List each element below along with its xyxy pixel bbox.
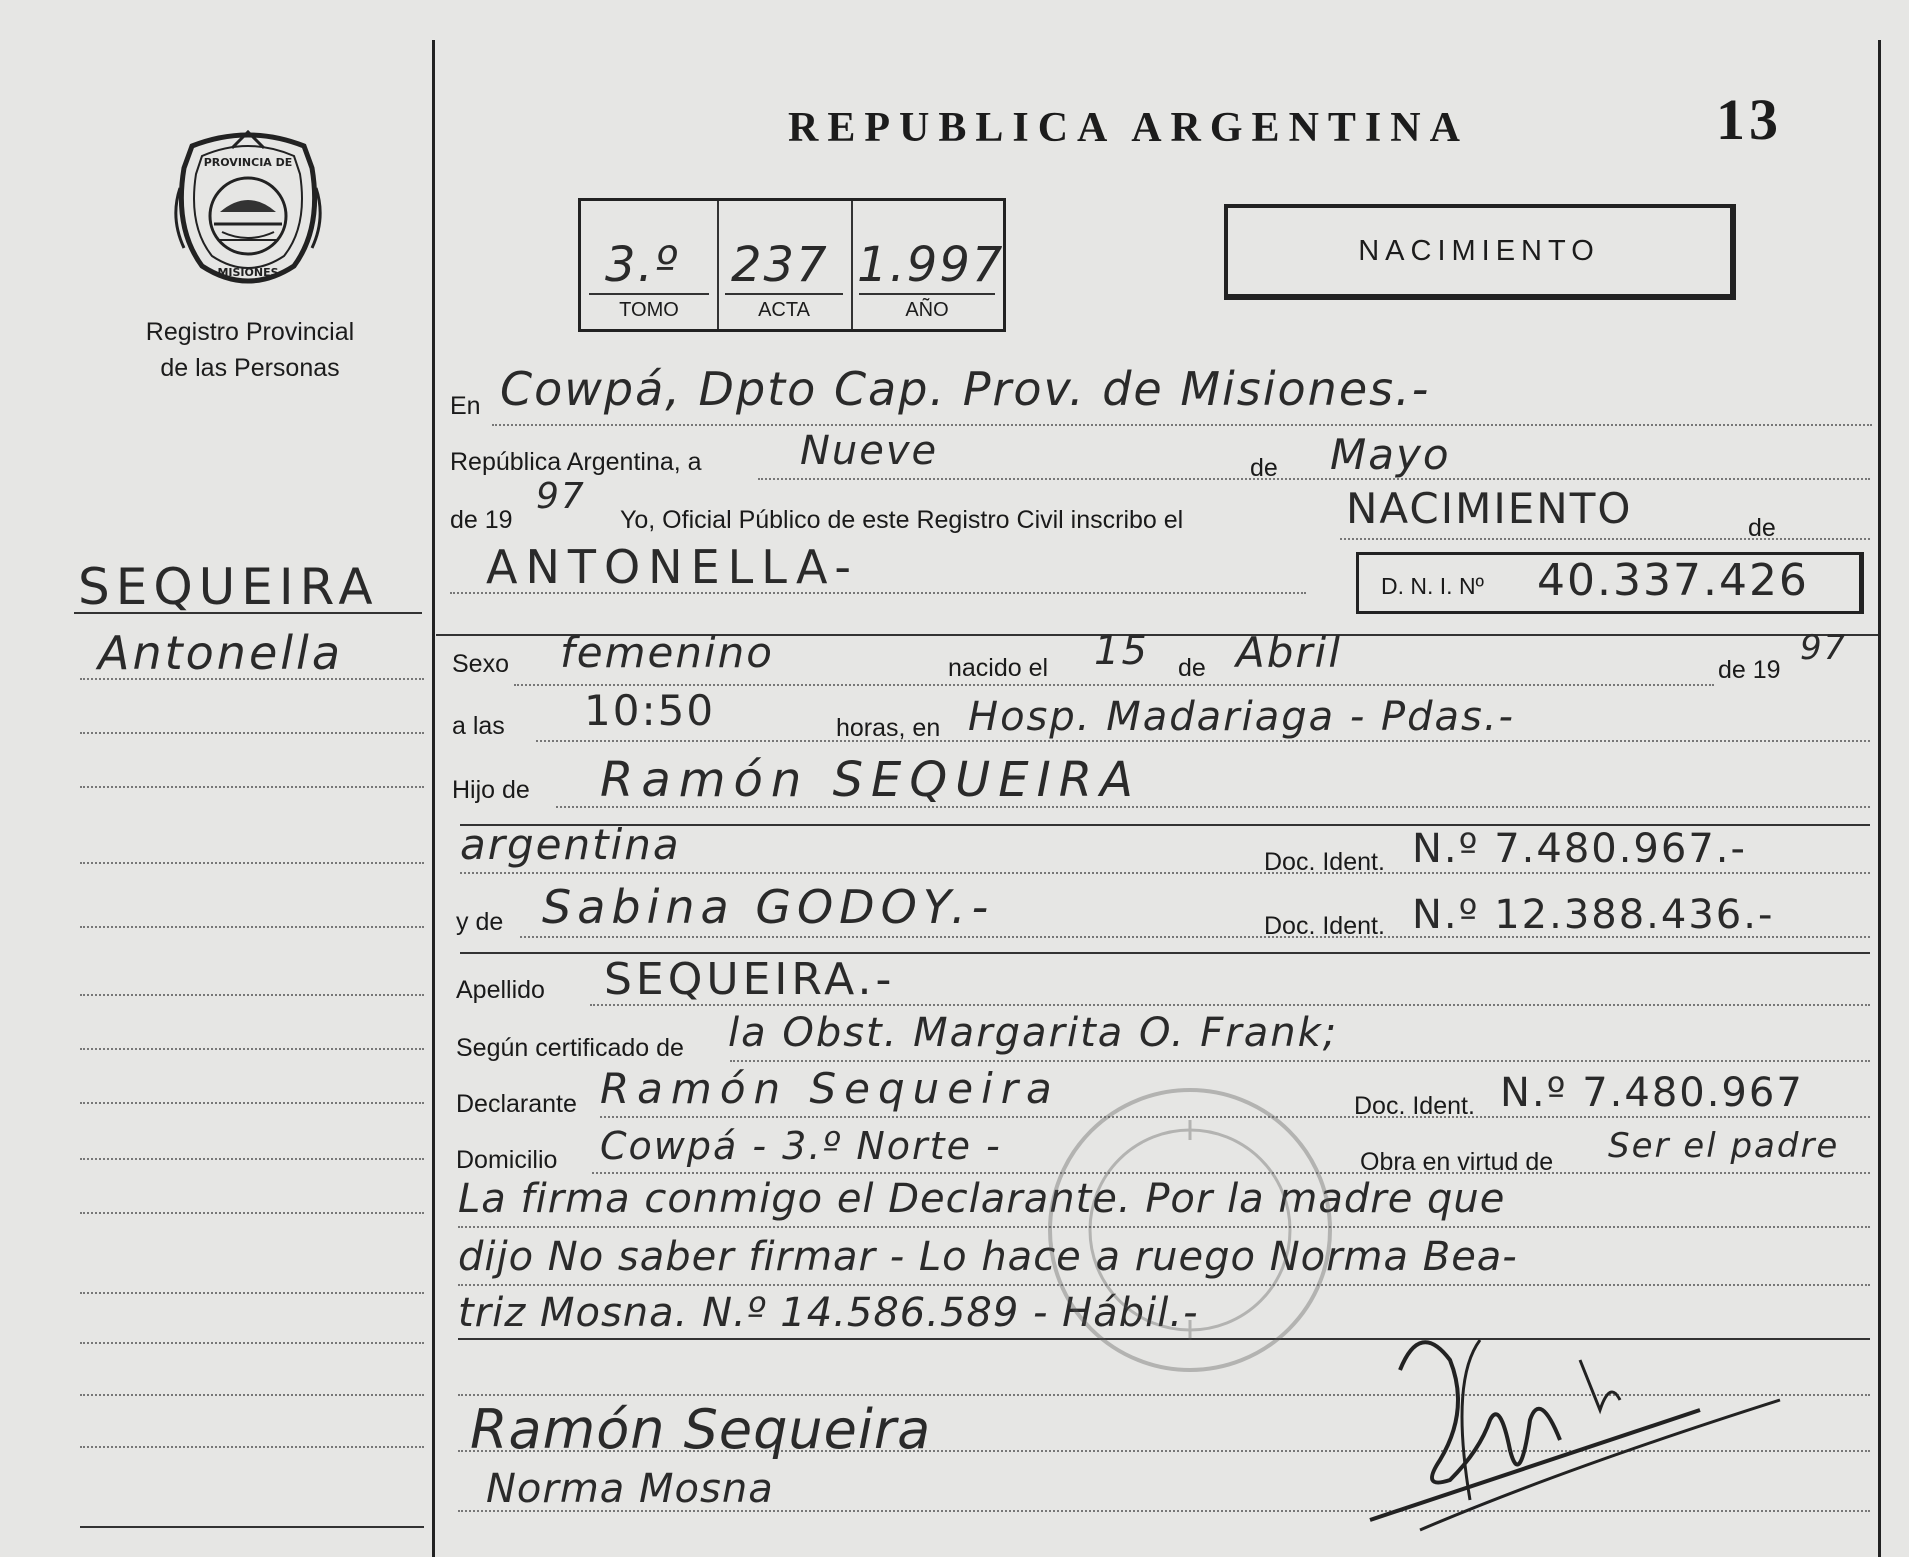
acta-label: ACTA — [758, 299, 810, 321]
label-doc-padre: Doc. Ident. — [1264, 848, 1385, 876]
acta-value: 237 — [731, 237, 829, 293]
field-acto: NACIMIENTO — [1346, 484, 1633, 533]
field-sexo: femenino — [560, 628, 774, 677]
label-republica: República Argentina, a — [450, 448, 702, 476]
field-lugar-nacimiento: Hosp. Madariaga - Pdas.- — [968, 694, 1515, 740]
registry-line-1: Registro Provincial — [145, 318, 355, 346]
margin-line — [80, 732, 424, 734]
margin-given-name: Antonella — [98, 626, 344, 680]
margin-line — [80, 1526, 424, 1528]
field-padre: Ramón SEQUEIRA — [600, 752, 1141, 808]
label-horas: horas, en — [836, 714, 941, 742]
acta-cell — [717, 201, 853, 329]
label-de-3: de — [1178, 654, 1206, 682]
field-hora: 10:50 — [584, 686, 716, 735]
field-nacionalidad: argentina — [460, 820, 681, 869]
margin-line — [80, 1048, 424, 1050]
margin-line — [80, 1212, 424, 1214]
registry-name — [110, 314, 390, 386]
anio-value: 1.997 — [857, 237, 1005, 293]
label-dni: D. N. I. Nº — [1381, 573, 1484, 599]
label-apellido: Apellido — [456, 976, 545, 1004]
line-hijo — [556, 806, 1870, 808]
line-y-de — [520, 936, 1870, 938]
field-mes: Mayo — [1330, 430, 1451, 479]
margin-underline — [74, 612, 422, 614]
label-a-las: a las — [452, 712, 505, 740]
line-segun — [730, 1060, 1870, 1062]
observacion-linea-1: La firma conmigo el Declarante. Por la madre que — [458, 1176, 1506, 1222]
anio-label: AÑO — [905, 299, 949, 321]
margin-line — [80, 1158, 424, 1160]
field-doc-madre: N.º 12.388.436.- — [1412, 892, 1775, 938]
margin-divider-line — [432, 40, 435, 1557]
observacion-linea-2: dijo No saber firmar - Lo hace a ruego Norma Bea- — [458, 1234, 1518, 1280]
margin-surname: SEQUEIRA — [78, 558, 379, 616]
field-declarante: Ramón Sequeira — [600, 1064, 1060, 1113]
field-doc-padre: N.º 7.480.967.- — [1412, 826, 1747, 872]
field-madre: Sabina GODOY.- — [542, 880, 995, 934]
label-de: de — [1250, 454, 1278, 482]
label-de-19: de 19 — [450, 506, 513, 534]
line-nombre — [450, 592, 1306, 594]
line-oficial — [1340, 538, 1870, 540]
observacion-linea-3: triz Mosna. N.º 14.586.589 - Hábil.- — [458, 1290, 1199, 1336]
label-declarante: Declarante — [456, 1090, 577, 1118]
registry-line-2: de las Personas — [160, 354, 340, 382]
margin-line — [80, 1446, 424, 1448]
margin-line — [80, 1394, 424, 1396]
tomo-value: 3.º — [605, 237, 680, 293]
margin-line — [80, 862, 424, 864]
country-title: REPUBLICA ARGENTINA — [788, 105, 1469, 151]
margin-line — [80, 1292, 424, 1294]
official-stamp-icon — [1040, 1080, 1340, 1380]
field-mes-nacimiento: Abril — [1236, 628, 1342, 677]
seal-top-text: PROVINCIA DE — [203, 156, 293, 169]
line-a-las — [536, 740, 1870, 742]
label-en: En — [450, 392, 481, 420]
label-doc-declarante: Doc. Ident. — [1354, 1092, 1475, 1120]
official-signature-icon — [1360, 1300, 1800, 1540]
act-type-label: NACIMIENTO — [1358, 235, 1600, 267]
field-doc-declarante: N.º 7.480.967 — [1500, 1070, 1804, 1116]
field-dni: 40.337.426 — [1537, 555, 1809, 606]
field-nombre: ANTONELLA- — [486, 540, 860, 594]
field-obra: Ser el padre — [1608, 1126, 1840, 1166]
field-apellido: SEQUEIRA.- — [604, 954, 896, 1005]
dni-box — [1356, 552, 1864, 614]
label-hijo: Hijo de — [452, 776, 530, 804]
act-type-box — [1224, 204, 1736, 300]
tomo-label: TOMO — [619, 299, 679, 321]
label-segun: Según certificado de — [456, 1034, 684, 1062]
margin-line — [80, 1342, 424, 1344]
tomo-cell — [581, 201, 719, 329]
margin-line — [80, 926, 424, 928]
margin-line — [80, 994, 424, 996]
margin-line — [80, 1102, 424, 1104]
line-republica — [758, 478, 1870, 480]
firma-declarante: Ramón Sequeira — [470, 1398, 932, 1461]
record-number-box — [578, 198, 1006, 332]
field-dia-nacimiento: 15 — [1094, 628, 1149, 674]
line-apellido — [590, 1004, 1870, 1006]
right-border-line — [1878, 40, 1881, 1557]
page-number: 13 — [1716, 87, 1782, 152]
seal-bottom-text: MISIONES — [217, 266, 279, 279]
field-anio-nacimiento: 97 — [1800, 628, 1848, 668]
field-dia: Nueve — [800, 428, 939, 474]
province-seal-icon — [172, 128, 324, 290]
label-y-de: y de — [456, 908, 504, 936]
anio-cell — [851, 201, 1003, 329]
label-nacido: nacido el — [948, 654, 1049, 682]
line-nacionalidad — [460, 872, 1870, 874]
label-sexo: Sexo — [452, 650, 509, 678]
field-domicilio: Cowpá - 3.º Norte - — [600, 1124, 1002, 1168]
label-oficial: Yo, Oficial Público de este Registro Civil inscribo el — [620, 506, 1184, 534]
label-doc-madre: Doc. Ident. — [1264, 912, 1385, 940]
firma-testigo: Norma Mosna — [486, 1466, 774, 1512]
field-certificado: la Obst. Margarita O. Frank; — [728, 1010, 1339, 1056]
label-de-19-b: de 19 — [1718, 656, 1781, 684]
margin-line — [80, 678, 424, 680]
label-domicilio: Domicilio — [456, 1146, 558, 1174]
label-de-2: de — [1748, 514, 1776, 542]
label-obra: Obra en virtud de — [1360, 1148, 1554, 1176]
field-anio-inscripcion: 97 — [536, 476, 586, 517]
field-lugar: Cowpá, Dpto Cap. Prov. de Misiones.- — [500, 362, 1431, 416]
line-en — [492, 424, 1872, 426]
margin-line — [80, 786, 424, 788]
